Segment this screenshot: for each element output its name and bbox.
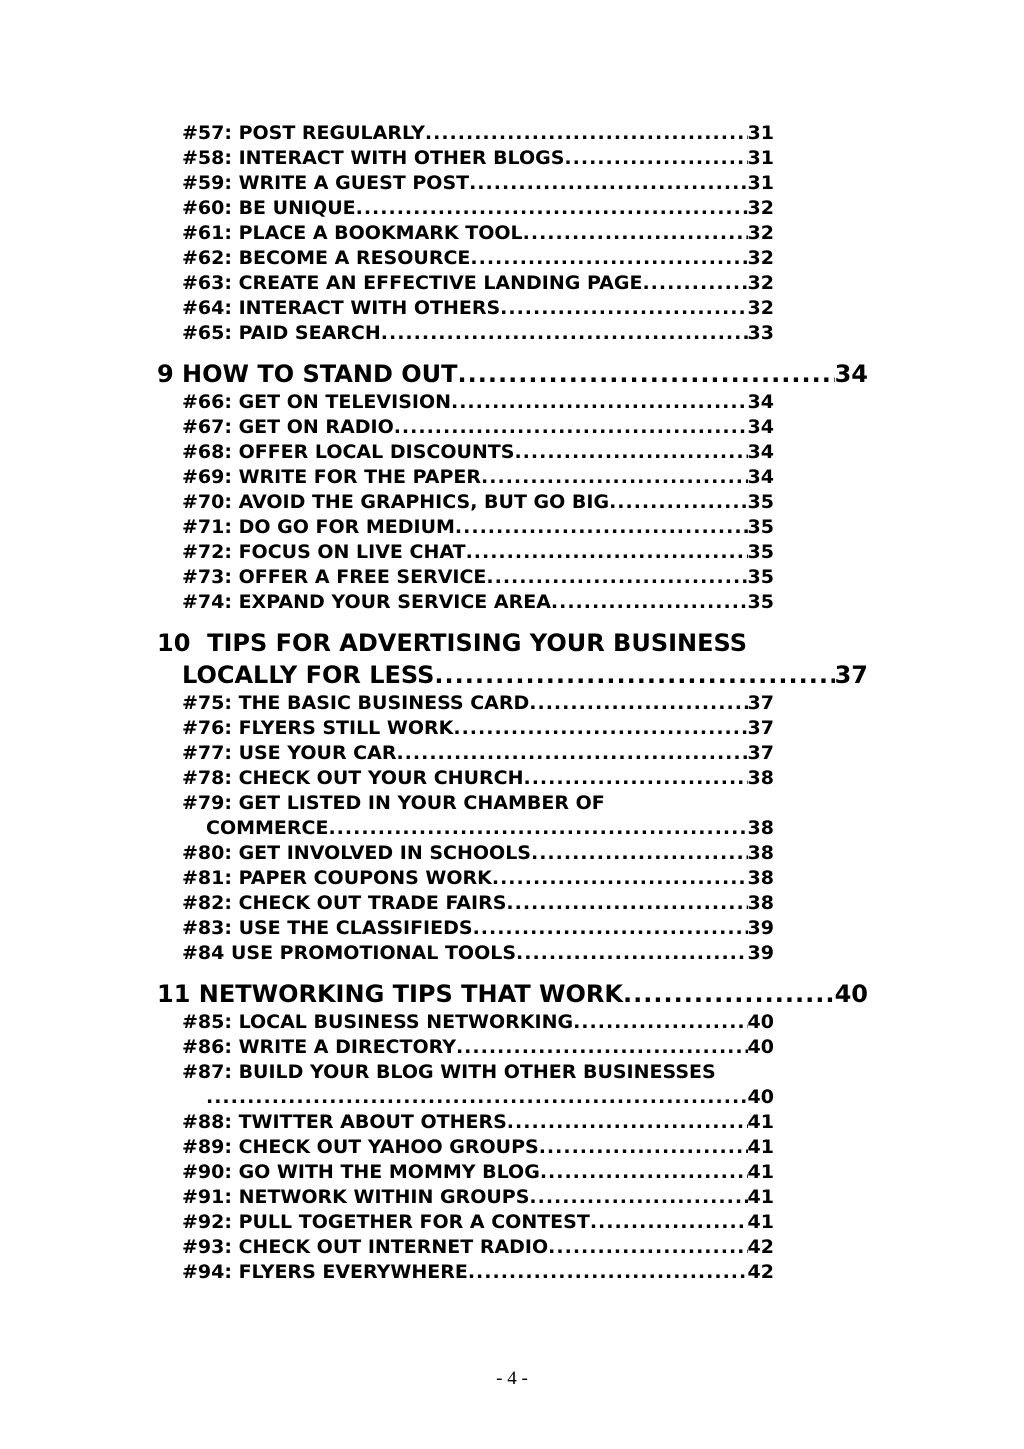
toc-entry[interactable] <box>182 121 774 146</box>
toc-page-number: 35 <box>747 566 774 588</box>
toc-leader-dots <box>381 321 748 346</box>
toc-entry[interactable] <box>182 196 774 221</box>
toc-entry-title: #68: OFFER LOCAL DISCOUNTS <box>182 441 515 463</box>
toc-page-number: 33 <box>747 322 774 344</box>
toc-leader-dots <box>609 490 747 515</box>
toc-page-number: 35 <box>747 516 774 538</box>
toc-entry-title: #93: CHECK OUT INTERNET RADIO <box>182 1236 549 1258</box>
toc-page-number: 40 <box>747 1036 774 1058</box>
toc-leader-dots <box>540 1160 748 1185</box>
toc-page-number: 37 <box>747 742 774 764</box>
toc-entry[interactable] <box>182 1035 774 1060</box>
toc-leader-dots <box>455 515 748 540</box>
toc-leader-dots <box>470 246 747 271</box>
toc-entry[interactable] <box>182 1210 774 1235</box>
toc-leader-dots <box>523 221 748 246</box>
toc-page-number: 42 <box>747 1236 774 1258</box>
toc-page-number: 35 <box>747 541 774 563</box>
toc-leader-dots <box>481 465 748 490</box>
toc-leader-dots <box>473 916 748 941</box>
toc-entry[interactable] <box>182 490 774 515</box>
toc-leader-dots <box>356 196 748 221</box>
toc-page-number: 41 <box>747 1211 774 1233</box>
toc-page-number: 34 <box>747 466 774 488</box>
toc-entry[interactable] <box>182 565 774 590</box>
toc-entry-list <box>0 1110 1024 1285</box>
toc-page-number: 35 <box>747 591 774 613</box>
toc-leader-dots <box>573 1010 747 1035</box>
toc-entry-title: #58: INTERACT WITH OTHER BLOGS <box>182 147 565 169</box>
table-of-contents <box>0 121 1024 1285</box>
toc-entry[interactable] <box>182 1235 774 1260</box>
toc-page-number: 38 <box>747 892 774 914</box>
toc-entry[interactable] <box>182 296 774 321</box>
toc-page-number: 34 <box>834 360 868 388</box>
toc-leader-dots <box>524 766 748 791</box>
toc-entry-title: #70: AVOID THE GRAPHICS, BUT GO BIG <box>182 491 610 513</box>
toc-entry-title: #69: WRITE FOR THE PAPER <box>182 466 482 488</box>
toc-entry-title: #86: WRITE A DIRECTORY <box>182 1036 456 1058</box>
toc-entry[interactable] <box>182 321 774 346</box>
toc-leader-dots <box>396 741 747 766</box>
toc-chapter-heading-continued[interactable] <box>182 659 868 691</box>
toc-entry-title: #66: GET ON TELEVISION <box>182 391 451 413</box>
toc-entry[interactable] <box>182 716 774 741</box>
toc-page-number: 40 <box>747 1011 774 1033</box>
toc-chapter-title: 11 NETWORKING TIPS THAT WORK <box>157 980 624 1008</box>
toc-page-number: 41 <box>747 1161 774 1183</box>
toc-entry-title: #74: EXPAND YOUR SERVICE AREA <box>182 591 551 613</box>
toc-page-number: 31 <box>747 172 774 194</box>
toc-page-number: 38 <box>747 867 774 889</box>
toc-entry-title: #80: GET INVOLVED IN SCHOOLS <box>182 842 531 864</box>
toc-entry-title: #71: DO GO FOR MEDIUM <box>182 516 455 538</box>
toc-leader-dots <box>451 390 748 415</box>
toc-chapter-title: 10 TIPS FOR ADVERTISING YOUR BUSINESS <box>157 629 748 657</box>
toc-entry-title: #94: FLYERS EVERYWHERE <box>182 1261 468 1283</box>
toc-page-number: 40 <box>834 980 868 1008</box>
toc-leader-dots <box>507 1110 748 1135</box>
toc-entry-title: #60: BE UNIQUE <box>182 197 356 219</box>
toc-entry-list <box>0 1010 1024 1060</box>
toc-entry[interactable] <box>182 1260 774 1285</box>
toc-page-number: 34 <box>747 391 774 413</box>
toc-entry[interactable] <box>182 590 774 615</box>
toc-entry-title: #57: POST REGULARLY <box>182 122 425 144</box>
toc-leader-dots <box>394 415 748 440</box>
toc-entry[interactable] <box>182 691 774 716</box>
toc-entry-title: #91: NETWORK WITHIN GROUPS <box>182 1186 530 1208</box>
toc-entry[interactable] <box>182 866 774 891</box>
toc-entry-title: #75: THE BASIC BUSINESS CARD <box>182 692 530 714</box>
toc-leader-dots <box>642 271 747 296</box>
toc-entry-list <box>0 841 1024 966</box>
toc-page-number: 35 <box>747 491 774 513</box>
toc-leader-dots <box>590 1210 748 1235</box>
toc-chapter-title: 9 HOW TO STAND OUT <box>157 360 458 388</box>
toc-leader-dots <box>506 891 747 916</box>
toc-page-number: 41 <box>747 1111 774 1133</box>
toc-leader-dots <box>548 1235 747 1260</box>
toc-entry[interactable] <box>182 540 774 565</box>
toc-entry-title: #62: BECOME A RESOURCE <box>182 247 471 269</box>
toc-entry[interactable] <box>182 415 774 440</box>
toc-page-number: 38 <box>747 767 774 789</box>
toc-entry[interactable] <box>182 1160 774 1185</box>
toc-entry[interactable] <box>182 1010 774 1035</box>
toc-page-number: 42 <box>747 1261 774 1283</box>
toc-leader-dots <box>529 691 747 716</box>
toc-leader-dots <box>456 1035 748 1060</box>
toc-page-number: 32 <box>747 297 774 319</box>
toc-chapter-heading[interactable] <box>157 627 868 659</box>
toc-leader-dots <box>492 866 748 891</box>
toc-entry[interactable] <box>182 246 774 271</box>
toc-page-number: 40 <box>747 1086 774 1108</box>
toc-entry[interactable] <box>182 221 774 246</box>
toc-entry-title: #72: FOCUS ON LIVE CHAT <box>182 541 466 563</box>
toc-entry-title: #65: PAID SEARCH <box>182 322 381 344</box>
toc-leader-dots <box>466 540 748 565</box>
toc-entry[interactable] <box>182 515 774 540</box>
toc-entry-title: #82: CHECK OUT TRADE FAIRS <box>182 892 507 914</box>
toc-entry-title: #67: GET ON RADIO <box>182 416 394 438</box>
toc-page-number: 37 <box>747 717 774 739</box>
page-number-footer: - 4 - <box>496 1368 528 1389</box>
toc-entry-title: #83: USE THE CLASSIFIEDS <box>182 917 473 939</box>
toc-entry-title: #87: BUILD YOUR BLOG WITH OTHER BUSINESSES <box>182 1061 716 1083</box>
toc-leader-dots <box>469 171 747 196</box>
toc-leader-dots <box>514 440 747 465</box>
toc-entry[interactable] <box>182 440 774 465</box>
toc-entry-title: #85: LOCAL BUSINESS NETWORKING <box>182 1011 574 1033</box>
toc-entry[interactable] <box>182 791 774 816</box>
toc-page-number: 41 <box>747 1136 774 1158</box>
toc-chapter-heading[interactable] <box>157 978 868 1010</box>
toc-leader-dots <box>623 978 835 1010</box>
toc-leader-dots <box>551 590 748 615</box>
toc-page-number: 41 <box>747 1186 774 1208</box>
toc-entry[interactable] <box>182 766 774 791</box>
toc-leader-dots <box>539 1135 748 1160</box>
toc-entry[interactable] <box>182 1110 774 1135</box>
toc-entry[interactable] <box>182 146 774 171</box>
toc-leader-dots <box>564 146 747 171</box>
toc-entry[interactable] <box>182 941 774 966</box>
toc-page-number: 38 <box>747 817 774 839</box>
toc-page-number: 32 <box>747 247 774 269</box>
toc-leader-dots <box>486 565 747 590</box>
toc-entry-title: COMMERCE <box>206 817 329 839</box>
toc-entry-title: #77: USE YOUR CAR <box>182 742 397 764</box>
toc-chapter-title: LOCALLY FOR LESS <box>182 661 435 689</box>
toc-page-number: 34 <box>747 416 774 438</box>
toc-entry-title: #73: OFFER A FREE SERVICE <box>182 566 487 588</box>
toc-page-number: 32 <box>747 272 774 294</box>
toc-entry-title: #84 USE PROMOTIONAL TOOLS <box>182 942 517 964</box>
toc-page-number: 37 <box>747 692 774 714</box>
toc-leader-dots <box>531 841 748 866</box>
toc-leader-dots <box>468 1260 748 1285</box>
toc-leader-dots <box>328 816 747 841</box>
toc-page-number: 31 <box>747 122 774 144</box>
toc-entry[interactable] <box>182 1060 774 1085</box>
toc-page-number: 34 <box>747 441 774 463</box>
toc-entry-title: #64: INTERACT WITH OTHERS <box>182 297 501 319</box>
toc-leader-dots <box>458 358 835 390</box>
toc-entry[interactable] <box>182 271 774 296</box>
toc-entry[interactable] <box>182 1135 774 1160</box>
toc-entry-title: #76: FLYERS STILL WORK <box>182 717 454 739</box>
toc-page-number: 31 <box>747 147 774 169</box>
toc-leader-dots <box>206 1085 748 1110</box>
toc-entry-title: #89: CHECK OUT YAHOO GROUPS <box>182 1136 539 1158</box>
toc-leader-dots <box>500 296 747 321</box>
toc-page-number: 38 <box>747 842 774 864</box>
toc-page-number: 37 <box>834 661 868 689</box>
toc-leader-dots <box>434 659 834 691</box>
toc-entry[interactable] <box>182 841 774 866</box>
toc-leader-dots <box>516 941 748 966</box>
toc-entry[interactable] <box>182 171 774 196</box>
toc-entry-title: #61: PLACE A BOOKMARK TOOL <box>182 222 523 244</box>
toc-leader-dots <box>453 716 747 741</box>
toc-entry[interactable] <box>182 1185 774 1210</box>
toc-entry-list <box>0 390 1024 615</box>
toc-page-number: 39 <box>747 917 774 939</box>
toc-entry-title: #90: GO WITH THE MOMMY BLOG <box>182 1161 540 1183</box>
toc-entry-list <box>0 691 1024 791</box>
toc-entry[interactable] <box>182 891 774 916</box>
toc-leader-dots <box>529 1185 747 1210</box>
toc-entry[interactable] <box>182 390 774 415</box>
toc-entry-title: #81: PAPER COUPONS WORK <box>182 867 492 889</box>
toc-entry-title: #63: CREATE AN EFFECTIVE LANDING PAGE <box>182 272 643 294</box>
toc-entry[interactable] <box>182 916 774 941</box>
toc-entry-title: #92: PULL TOGETHER FOR A CONTEST <box>182 1211 590 1233</box>
toc-page-number: 32 <box>747 222 774 244</box>
toc-entry-list <box>0 121 1024 346</box>
toc-entry-title: #88: TWITTER ABOUT OTHERS <box>182 1111 507 1133</box>
toc-entry-continued[interactable] <box>206 1085 774 1110</box>
toc-entry-continued[interactable] <box>206 816 774 841</box>
toc-leader-dots <box>425 121 748 146</box>
toc-entry[interactable] <box>182 465 774 490</box>
toc-entry-title: #79: GET LISTED IN YOUR CHAMBER OF <box>182 792 605 814</box>
toc-entry[interactable] <box>182 741 774 766</box>
toc-entry-title: #78: CHECK OUT YOUR CHURCH <box>182 767 524 789</box>
toc-page-number: 32 <box>747 197 774 219</box>
toc-entry-title: #59: WRITE A GUEST POST <box>182 172 470 194</box>
toc-chapter-heading[interactable] <box>157 358 868 390</box>
toc-page-number: 39 <box>747 942 774 964</box>
